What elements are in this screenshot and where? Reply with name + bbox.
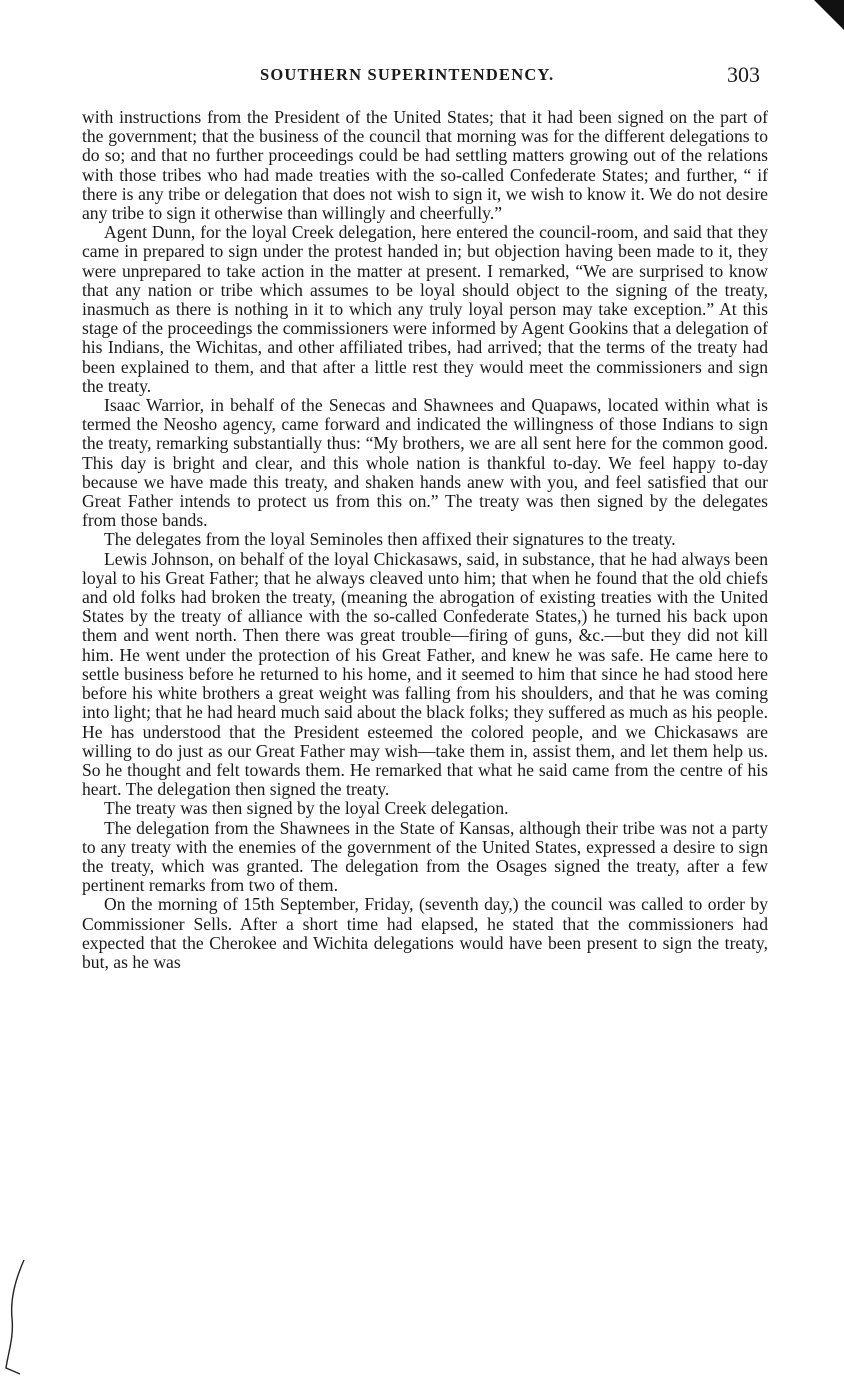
paragraph: Isaac Warrior, in behalf of the Senecas and Shawnees and Quapaws, located within what is termed the Neosho agency, came forward and indicated the willingness of those Indians to sign the treaty, remarking substantially thus: “My brothers, we are all sent here for the common good. This day is bright and clear, and this whole nation is thankful to-day. We feel happy to-day because we have made this treaty, and shaken hands anew with you, and feel satisfied that our Great Father intends to protect us from this on.” The treaty was then signed by the delegates from those bands. bbox=[82, 395, 768, 531]
paragraph: Agent Dunn, for the loyal Creek delegation, here entered the council-room, and said that they came in prepared to sign under the protest handed in; but objection having been made to it, they were unprepared to take action in the matter at present. I remarked, “We are surprised to know that any nation or tribe which assumes to be loyal should object to the signing of the treaty, inasmuch as there is nothing in it to which any truly loyal person may take exception.” At this stage of the proceedings the commissioners were informed by Agent Gookins that a delegation of his Indians, the Wichitas, and other affiliated tribes, had arrived; that the terms of the treaty had been explained to them, and that after a little rest they would meet the commissioners and sign the treaty. bbox=[82, 222, 768, 396]
running-head bbox=[82, 62, 768, 92]
paragraph: The delegation from the Shawnees in the State of Kansas, although their tribe was not a party to any treaty with the enemies of the government of the United States, expressed a desire to sign the treaty, which was granted. The delegation from the Osages signed the treaty, after a few pertinent remarks from two of them. bbox=[82, 817, 768, 896]
paragraph: with instructions from the President of the United States; that it had been signed on the part of the government; that the business of the council that morning was for the different delegations to do so; and that no further proceedings could be had settling matters growing out of the relations with those tribes who had made treaties with the so-called Confederate States; and further, “ if there is any tribe or delegation that does not wish to sign it, we wish to know it. We do not desire any tribe to sign it otherwise than willingly and cheerfully.” bbox=[82, 107, 768, 224]
running-title: SOUTHERN SUPERINTENDENCY. bbox=[260, 65, 555, 84]
margin-scribble-mark bbox=[2, 1258, 32, 1378]
paragraph: On the morning of 15th September, Friday, (seventh day,) the council was called to order by Commissioner Sells. After a short time had elapsed, he stated that the commissioners had expected that the Cherokee and Wichita delegations would have been present to sign the treaty, but, as he was bbox=[82, 894, 768, 972]
paragraph: The delegates from the loyal Seminoles then affixed their signatures to the treaty. bbox=[104, 529, 676, 550]
body-text bbox=[82, 108, 768, 972]
paragraph: The treaty was then signed by the loyal Creek delegation. bbox=[104, 798, 509, 819]
paragraph: Lewis Johnson, on behalf of the loyal Chickasaws, said, in substance, that he had always been loyal to his Great Father; that he always cleaved unto him; that when he found that the old chiefs and old folks had broken the treaty, (meaning the abrogation of existing treaties with the United States by the treaty of alliance with the so-called Confederate States,) he turned his back upon them and went north. Then there was great trouble—firing of guns, &c.—but they did not kill him. He went under the protection of his Great Father, and knew he was safe. He came here to settle business before he returned to his home, and it seemed to him that since he had stood here before his white brothers a great weight was falling from his shoulders, and that he was coming into light; that he had heard much said about the black folks; they suffered as much as his people. He has understood that the President esteemed the colored people, and we Chickasaws are willing to do just as our Great Father may wish—take them in, assist them, and let them help us. So he thought and felt towards them. He remarked that what he said came from the centre of his heart. The delegation then signed the treaty. bbox=[82, 548, 768, 800]
page-number: 303 bbox=[727, 62, 760, 87]
page-corner-fold bbox=[814, 0, 844, 30]
